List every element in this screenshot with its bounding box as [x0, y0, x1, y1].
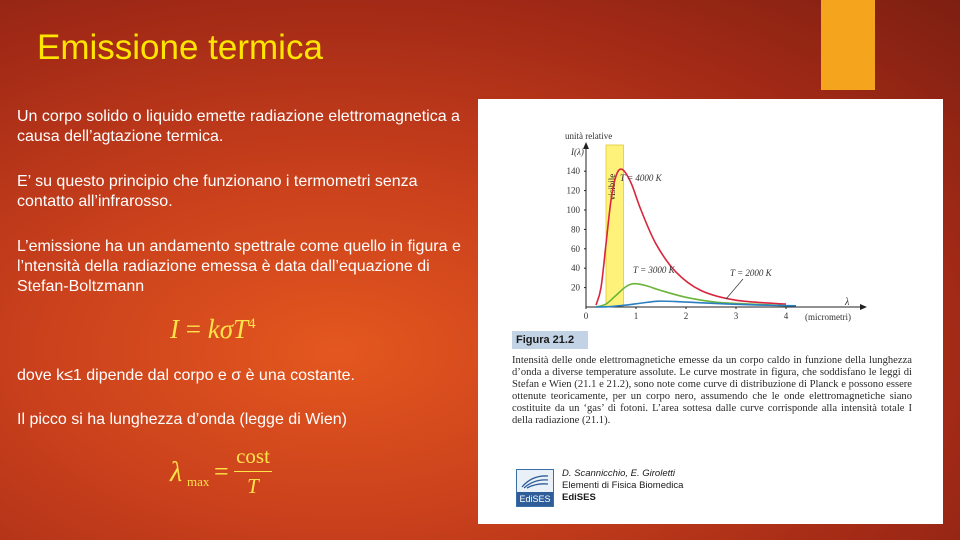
y-axis-title: unità relative — [565, 131, 613, 141]
accent-bar — [821, 0, 875, 90]
formula-lhs: I — [170, 314, 179, 344]
page-title: Emissione termica — [37, 28, 323, 67]
x-tick-label: 0 — [583, 311, 589, 321]
paragraph-constant: dove k≤1 dipende dal corpo e σ è una costante. — [17, 367, 355, 384]
y-tick-label: 80 — [571, 224, 580, 235]
formula-equals: = — [185, 314, 201, 344]
wien-formula — [170, 444, 290, 500]
book-credit — [562, 468, 683, 504]
wien-lambda: λ — [170, 457, 183, 488]
x-tick-label: 3 — [733, 311, 739, 321]
figure-panel — [478, 99, 943, 524]
x-axis-arrow-icon — [860, 304, 867, 310]
series-line-0 — [596, 169, 786, 305]
y-tick-label: 60 — [571, 243, 580, 254]
annotation-4000k: T = 4000 K — [620, 173, 662, 183]
paragraph-wien: Il picco si ha lunghezza d’onda (legge di Wien) — [17, 411, 347, 428]
figure-caption: Intensità delle onde elettromagnetiche emesse da un corpo caldo in funzione della lunghezza d’onda a diverse temperature assolute. Le curve mostrate in figura, che soddisfano le leggi di Stefan e Wien (21.1 e 21.2), sono note come curve di distribuzione di Planck e possono essere ottenute teoricamente, per un corpo nero, assumendo che le onde elettromagnetiche siano costituite da un ‘gas’ di fotoni. L’area sottesa dalle curve corrisponde alla intensità totale I della radiazione (21.1). — [512, 355, 912, 426]
y-tick-label: 120 — [566, 185, 580, 196]
wien-numerator: cost — [236, 444, 270, 468]
x-tick-label: 1 — [633, 311, 639, 321]
book-title: Elementi di Fisica Biomedica — [562, 480, 684, 491]
fraction-bar — [234, 471, 272, 472]
annotation-leader — [726, 279, 743, 299]
y-axis-label: I(λ) — [571, 147, 584, 157]
paragraph-thermometer: E’ su questo principio che funzionano i termometri senza contatto all’infrarosso. — [17, 173, 418, 210]
x-axis-label: λ — [845, 297, 850, 308]
y-tick-label: 100 — [566, 205, 580, 215]
series-line-1 — [596, 284, 786, 307]
y-tick-label: 20 — [571, 282, 580, 293]
paragraph-intro: Un corpo solido o liquido emette radiazione elettromagnetica a causa dell’agtazione termica. — [17, 108, 460, 145]
y-tick-label: 40 — [571, 263, 580, 274]
wien-equals: = — [214, 457, 229, 486]
formula-exponent: 4 — [248, 316, 256, 332]
x-unit-label: (micrometri) — [805, 312, 851, 322]
book-publisher: EdiSES — [562, 492, 596, 503]
y-axis-arrow-icon — [583, 142, 589, 149]
x-tick-label: 2 — [683, 311, 689, 321]
planck-chart — [478, 99, 943, 329]
publisher-logo — [516, 469, 554, 507]
annotation-2000k: T = 2000 K — [730, 268, 772, 278]
formula-rhs: kσT — [207, 314, 249, 344]
stefan-boltzmann-formula — [170, 314, 256, 345]
wien-denominator: T — [247, 474, 259, 498]
visible-band-label: visibile — [606, 173, 617, 201]
paragraph-spectrum: L’emissione ha un andamento spettrale come quello in figura e l’ntensità della radiazione emessa è data dall’equazione di Stefan-Boltzmann — [17, 238, 461, 295]
y-tick-label: 140 — [566, 166, 580, 177]
x-tick-label: 4 — [783, 311, 789, 321]
logo-mark-icon — [520, 473, 550, 489]
figure-label: Figura 21.2 — [512, 331, 588, 349]
wien-subscript: max — [187, 474, 210, 489]
annotation-3000k: T = 3000 K — [633, 265, 675, 275]
logo-text: EdiSES — [517, 492, 553, 506]
book-authors: D. Scannicchio, E. Giroletti — [562, 468, 675, 479]
